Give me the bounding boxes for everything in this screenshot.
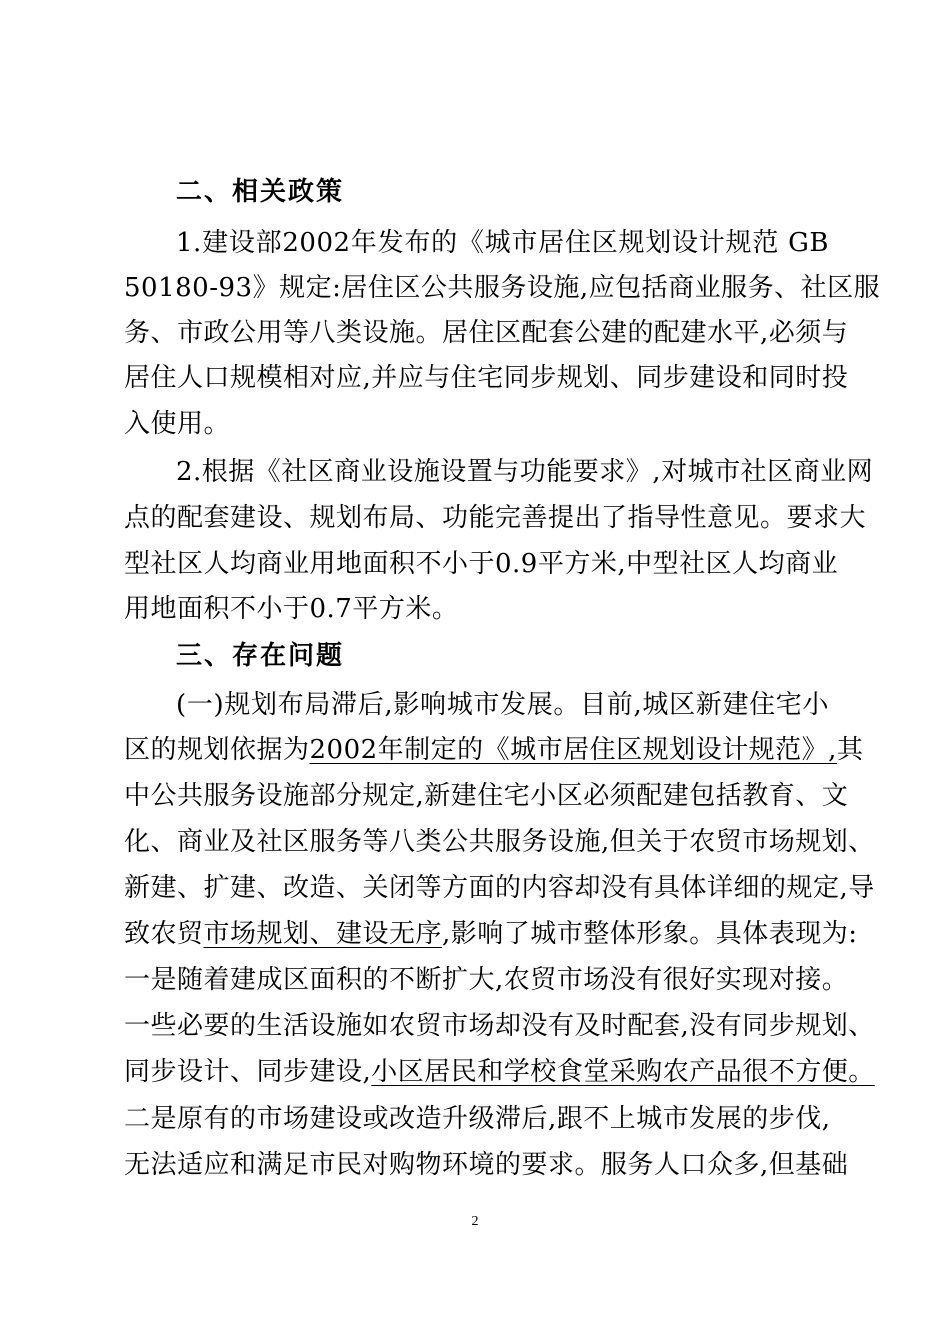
text-span: 同步设计、同步建设, — [124, 1057, 372, 1087]
underlined-text: 小区居民和学校食堂采购农产品很不方便。 — [371, 1057, 875, 1087]
paragraph-line: 中公共服务设施部分规定,新建住宅小区必须配建包括教育、文 — [124, 781, 849, 811]
paragraph-line: 务、市政公用等八类设施。居住区配套公建的配建水平,必须与 — [124, 318, 849, 348]
paragraph-line: (一)规划布局滞后,影响城市发展。目前,城区新建住宅小 — [176, 690, 829, 720]
paragraph-line: 一是随着建成区面积的不断扩大,农贸市场没有很好实现对接。 — [124, 965, 849, 995]
paragraph-line: 50180-93》规定:居住区公共服务设施,应包括商业服务、社区服 — [124, 273, 881, 303]
paragraph-line: 新建、扩建、改造、关闭等方面的内容却没有具体详细的规定,导 — [124, 873, 875, 903]
section-heading-problems: 三、存在问题 — [176, 641, 345, 671]
paragraph-line: 2.根据《社区商业设施设置与功能要求》,对城市社区商业网 — [176, 457, 874, 487]
text-span: 区的规划依据为 — [124, 735, 310, 765]
paragraph-line: 化、商业及社区服务等八类公共服务设施,但关于农贸市场规划、 — [124, 827, 875, 857]
paragraph-line: 点的配套建设、规划布局、功能完善提出了指导性意见。要求大 — [124, 503, 867, 533]
underlined-text: 2002年制定的《城市居住区规划设计规范》, — [309, 735, 837, 765]
text-span: ,影响了城市整体形象。具体表现为: — [442, 919, 858, 949]
paragraph-line — [124, 1050, 875, 1094]
paragraph-line: 一些必要的生活设施如农贸市场却没有及时配套,没有同步规划、 — [124, 1011, 875, 1041]
text-span: 其 — [836, 735, 864, 765]
paragraph-line — [124, 912, 858, 956]
paragraph-line: 1.建设部2002年发布的《城市居住区规划设计规范 GB — [176, 228, 829, 258]
page-number: 2 — [471, 1214, 479, 1229]
paragraph-line — [124, 728, 864, 772]
paragraph-line: 二是原有的市场建设或改造升级滞后,跟不上城市发展的步伐, — [124, 1104, 831, 1134]
text-span: 致农贸 — [124, 919, 204, 949]
paragraph-line: 用地面积不小于0.7平方米。 — [124, 594, 459, 624]
paragraph-line: 无法适应和满足市民对购物环境的要求。服务人口众多,但基础 — [124, 1150, 849, 1180]
paragraph-line: 居住人口规模相对应,并应与住宅同步规划、同步建设和同时投 — [124, 363, 849, 393]
paragraph-line: 入使用。 — [124, 409, 231, 439]
section-heading-policies: 二、相关政策 — [176, 177, 345, 207]
paragraph-line: 型社区人均商业用地面积不小于0.9平方米,中型社区人均商业 — [124, 549, 839, 579]
underlined-text: 市场规划、建设无序 — [203, 919, 443, 949]
